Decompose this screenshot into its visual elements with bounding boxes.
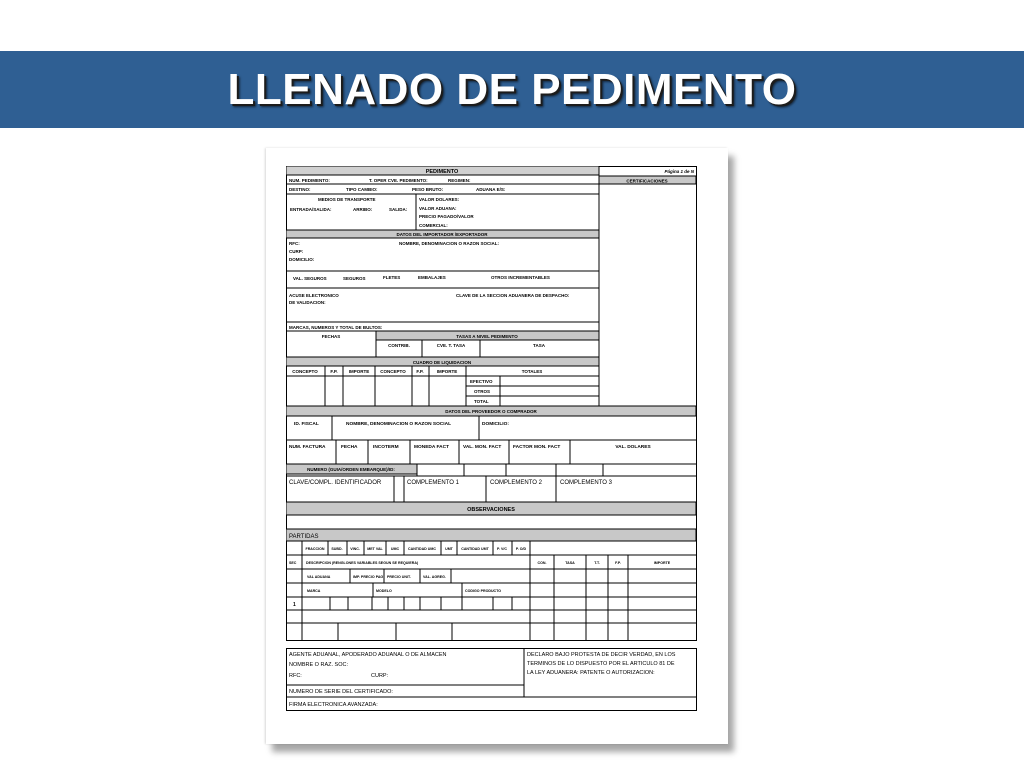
- otros-label: OTROS: [474, 389, 491, 394]
- partida-sec-label: SEC: [289, 561, 297, 565]
- val-mon-fact-label: VAL. MON. FACT: [463, 445, 502, 450]
- valor-dolares-label: VALOR DOLARES:: [419, 197, 460, 202]
- partida-header-cant-umt: CANTIDAD UMT: [461, 547, 489, 551]
- efectivo-label: EFECTIVO: [470, 379, 493, 384]
- entrada-salida-label: ENTRADA/SALIDA:: [290, 207, 332, 212]
- concepto-label-2: CONCEPTO: [380, 369, 406, 374]
- partida-tasa-label: TASA: [565, 561, 575, 565]
- partida-header-cant-umc: CANTIDAD UMC: [408, 547, 436, 551]
- pedimento-form: [286, 166, 697, 711]
- importe-label-2: IMPORTE: [436, 369, 458, 374]
- cve-t-tasa-label: CVE. T. TASA: [436, 343, 466, 348]
- id-fiscal-label: ID. FISCAL: [294, 422, 319, 427]
- complemento1-label: COMPLEMENTO 1: [407, 480, 459, 486]
- seguros-label: SEGUROS: [343, 276, 366, 281]
- partida-header-umc: UMC: [390, 547, 400, 551]
- acuse-label-2: DE VALIDACION:: [289, 300, 326, 305]
- partida-header-metval: MET VAL: [367, 547, 383, 551]
- declaro-line-2: TERMINOS DE LO DISPUESTO POR EL ARTICULO 81 DE: [527, 661, 675, 667]
- acuse-label-1: ACUSE ELECTRONICO: [289, 293, 339, 298]
- tipo-cambio-label: TIPO CAMBIO:: [346, 187, 378, 192]
- partida-val-aduana-label: VAL ADUANA: [307, 575, 331, 579]
- partida-number: 1: [293, 602, 296, 608]
- certifications-label: CERTIFICACIONES: [626, 178, 668, 184]
- observaciones-band: OBSERVACIONES: [467, 507, 515, 513]
- title-banner: [0, 51, 1024, 128]
- partida-tt-label: T.T.: [594, 561, 600, 565]
- importer-band: DATOS DEL IMPORTADOR /EXPORTADOR: [396, 232, 488, 237]
- val-dolares-label: VAL. DOLARES: [615, 445, 651, 450]
- partida-importe-label: IMPORTE: [653, 561, 671, 565]
- transporte-label: MEDIOS DE TRANSPORTE: [318, 197, 376, 202]
- declaro-line-3: LA LEY ADUANERA: PATENTE O AUTORIZACION:: [527, 670, 655, 676]
- valor-aduana-label: VALOR ADUANA:: [419, 206, 457, 211]
- aduana-label: ADUANA E/S:: [476, 187, 506, 192]
- fp-label-2: F.P.: [416, 369, 424, 374]
- total-label: TOTAL: [474, 399, 489, 404]
- form-title: PEDIMENTO: [425, 169, 459, 175]
- partida-codigo-label: CODIGO PRODUCTO: [465, 589, 502, 593]
- embalajes-label: EMBALAJES: [418, 275, 446, 280]
- factor-mon-fact-label: FACTOR MON. FACT: [513, 445, 561, 450]
- guia-label: NUMERO (GUIA/ORDEN EMBARQUE)/ID:: [307, 467, 395, 472]
- page-indicator: Página 1 de N: [664, 169, 694, 174]
- toper-label: T. OPER CVE. PEDIMENTO:: [369, 178, 428, 183]
- footer-rfc-label: RFC:: [289, 673, 302, 679]
- slide-title: LLENADO DE PEDIMENTO: [227, 64, 797, 114]
- arribo-label: ARRIBO:: [353, 207, 373, 212]
- partida-header-pvc: P. V/C: [497, 547, 507, 551]
- partidas-label: PARTIDAS: [289, 534, 319, 540]
- fecha-label: FECHA: [341, 445, 358, 450]
- agente-label: AGENTE ADUANAL, APODERADO ADUANAL O DE ALMACEN: [289, 652, 447, 658]
- partida-marca-label: MARCA: [307, 589, 321, 593]
- importe-label-1: IMPORTE: [348, 369, 370, 374]
- num-pedimento-label: NUM. PEDIMENTO:: [289, 178, 330, 183]
- proveedor-name-label: NOMBRE, DENOMINACION O RAZON SOCIAL: [346, 422, 451, 427]
- partida-con-label: CON.: [537, 561, 547, 565]
- partida-header-pod: P. O/D: [515, 547, 527, 551]
- rfc-label: RFC:: [289, 241, 300, 246]
- domicilio-label: DOMICILIO:: [289, 257, 315, 262]
- complemento3-label: COMPLEMENTO 3: [560, 480, 612, 486]
- regimen-label: REGIMEN:: [448, 178, 471, 183]
- curp-label: CURP:: [289, 249, 304, 254]
- totales-label: TOTALES: [521, 369, 543, 374]
- num-factura-label: NUM. FACTURA: [289, 445, 326, 450]
- val-seguros-label: VAL. SEGUROS: [293, 276, 327, 281]
- contrib-label: CONTRIB.: [388, 343, 410, 348]
- fp-label-1: F.P.: [330, 369, 338, 374]
- tasa-label: TASA: [533, 343, 545, 348]
- fechas-label: FECHAS: [321, 334, 341, 339]
- nombre-raz-soc-label: NOMBRE O RAZ. SOC:: [289, 662, 348, 668]
- footer-curp-label: CURP:: [371, 673, 389, 679]
- complemento2-label: COMPLEMENTO 2: [490, 480, 542, 486]
- tasas-band: TASAS A NIVEL PEDIMENTO: [456, 334, 518, 339]
- comercial-label: COMERCIAL:: [419, 223, 448, 228]
- destino-label: DESTINO:: [289, 187, 311, 192]
- proveedor-band: DATOS DEL PROVEEDOR O COMPRADOR: [445, 409, 537, 414]
- importer-name-label: NOMBRE, DENOMINACION O RAZON SOCIAL:: [399, 241, 499, 246]
- clave-seccion-label: CLAVE DE LA SECCION ADUANERA DE DESPACHO:: [456, 293, 570, 298]
- liquidacion-band: CUADRO DE LIQUIDACION: [412, 360, 472, 365]
- partida-desc-label: DESCRIPCION (RENGLONES VARIABLES SEGUN SE REQUIERA): [306, 561, 419, 565]
- incoterm-label: INCOTERM: [373, 445, 399, 450]
- partida-val-agreg-label: VAL. AGREG.: [423, 575, 446, 579]
- fletes-label: FLETES: [383, 275, 401, 280]
- partida-header-subd: SUBD.: [331, 547, 343, 551]
- peso-bruto-label: PESO BRUTO:: [412, 187, 444, 192]
- marcas-label: MARCAS, NUMEROS Y TOTAL DE BULTOS:: [289, 325, 383, 330]
- partida-header-vinc: VINC.: [350, 547, 360, 551]
- form-grid: [286, 166, 697, 711]
- firma-electronica-label: FIRMA ELECTRONICA AVANZADA:: [289, 702, 378, 708]
- partida-fp-label: F.P.: [615, 561, 621, 565]
- clave-identificador-label: CLAVE/COMPL. IDENTIFICADOR: [289, 480, 382, 486]
- proveedor-domicilio-label: DOMICILIO:: [482, 422, 509, 427]
- precio-pagado-label: PRECIO PAGADO/VALOR: [419, 214, 474, 219]
- declaro-line-1: DECLARO BAJO PROTESTA DE DECIR VERDAD, EN LOS: [527, 652, 676, 658]
- partida-modelo-label: MODELO: [376, 589, 392, 593]
- moneda-fact-label: MONEDA FACT: [414, 445, 449, 450]
- partida-imp-precio-label: IMP. PRECIO PAG.: [353, 575, 385, 579]
- otros-incrementables-label: OTROS INCREMENTABLES: [491, 275, 550, 280]
- partida-precio-unit-label: PRECIO UNIT.: [387, 575, 411, 579]
- serie-certificado-label: NUMERO DE SERIE DEL CERTIFICADO:: [289, 689, 393, 695]
- salida-label: SALIDA:: [389, 207, 408, 212]
- partida-header-umt: UMT: [445, 547, 453, 551]
- partida-header-fraccion: FRACCION: [305, 547, 325, 551]
- concepto-label-1: CONCEPTO: [292, 369, 318, 374]
